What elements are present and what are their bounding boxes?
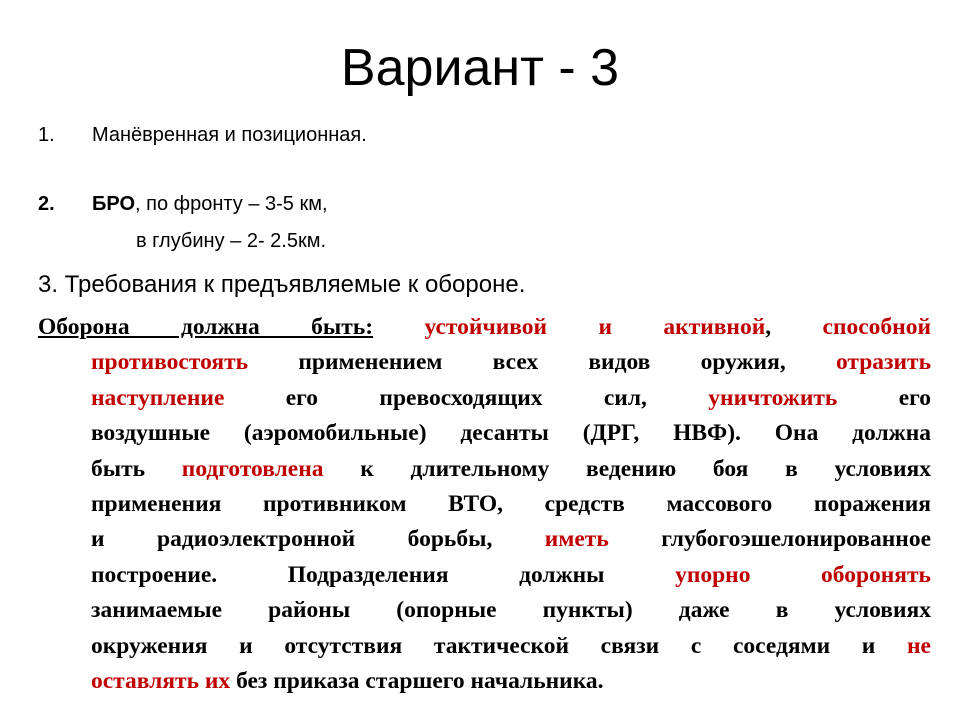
paragraph-line: применения противником ВТО, средств массового поражения bbox=[91, 491, 931, 518]
paragraph-lead: Оборона должна быть: bbox=[38, 314, 374, 340]
highlight-text: упорно оборонять bbox=[675, 561, 931, 588]
paragraph-line: Оборона должна быть: устойчивой и активной, способной bbox=[38, 314, 932, 340]
paragraph-line: быть подготовлена к длительному ведению боя в условиях bbox=[91, 455, 931, 482]
paragraph-line: оставлять их без приказа старшего начальника. bbox=[91, 668, 604, 695]
paragraph-line: занимаемые районы (опорные пункты) даже в условиях bbox=[91, 597, 931, 624]
list-item-number: 3. bbox=[38, 271, 59, 298]
list-item-2-continuation: в глубину – 2- 2.5км. bbox=[136, 230, 327, 252]
list-item-3 bbox=[38, 269, 918, 301]
list-item-text: Требования к предъявляемые к обороне. bbox=[58, 271, 526, 298]
slide-title: Вариант - 3 bbox=[340, 39, 620, 97]
highlight-text: не bbox=[907, 632, 931, 659]
highlight-text: оставлять их bbox=[91, 668, 231, 695]
highlight-text: уничтожить bbox=[708, 384, 838, 411]
list-item-text: , по фронту – 3-5 км, bbox=[135, 193, 328, 215]
list-item-number: 2. bbox=[38, 193, 55, 215]
list-item-number: 1. bbox=[38, 124, 55, 146]
highlight-text: противостоять bbox=[91, 349, 249, 376]
list-item-2 bbox=[38, 190, 918, 218]
highlight-text: иметь bbox=[544, 526, 609, 553]
paragraph-line: окружения и отсутствия тактической связи с соседями и не bbox=[91, 632, 931, 659]
paragraph-line: наступление его превосходящих сил, уничтожить его bbox=[91, 384, 931, 411]
highlight-text: подготовлена bbox=[181, 455, 324, 482]
defense-requirements-paragraph bbox=[38, 310, 931, 699]
list-item-1 bbox=[38, 121, 918, 149]
highlight-text: наступление bbox=[91, 384, 225, 411]
highlight-text: способной bbox=[822, 314, 932, 340]
highlight-text: отразить bbox=[835, 349, 931, 376]
paragraph-line: воздушные (аэромобильные) десанты (ДРГ, НВФ). Она должна bbox=[91, 420, 931, 447]
paragraph-line: противостоять применением всех видов оружия, отразить bbox=[91, 349, 931, 376]
highlight-text: устойчивой и активной bbox=[424, 314, 766, 340]
paragraph-line: и радиоэлектронной борьбы, иметь глубогоэшелонированное bbox=[91, 526, 932, 553]
list-item-term: БРО bbox=[92, 193, 136, 215]
paragraph-line: построение. Подразделения должны упорно оборонять bbox=[91, 561, 931, 588]
list-item-text: Манёвренная и позиционная. bbox=[92, 124, 367, 146]
